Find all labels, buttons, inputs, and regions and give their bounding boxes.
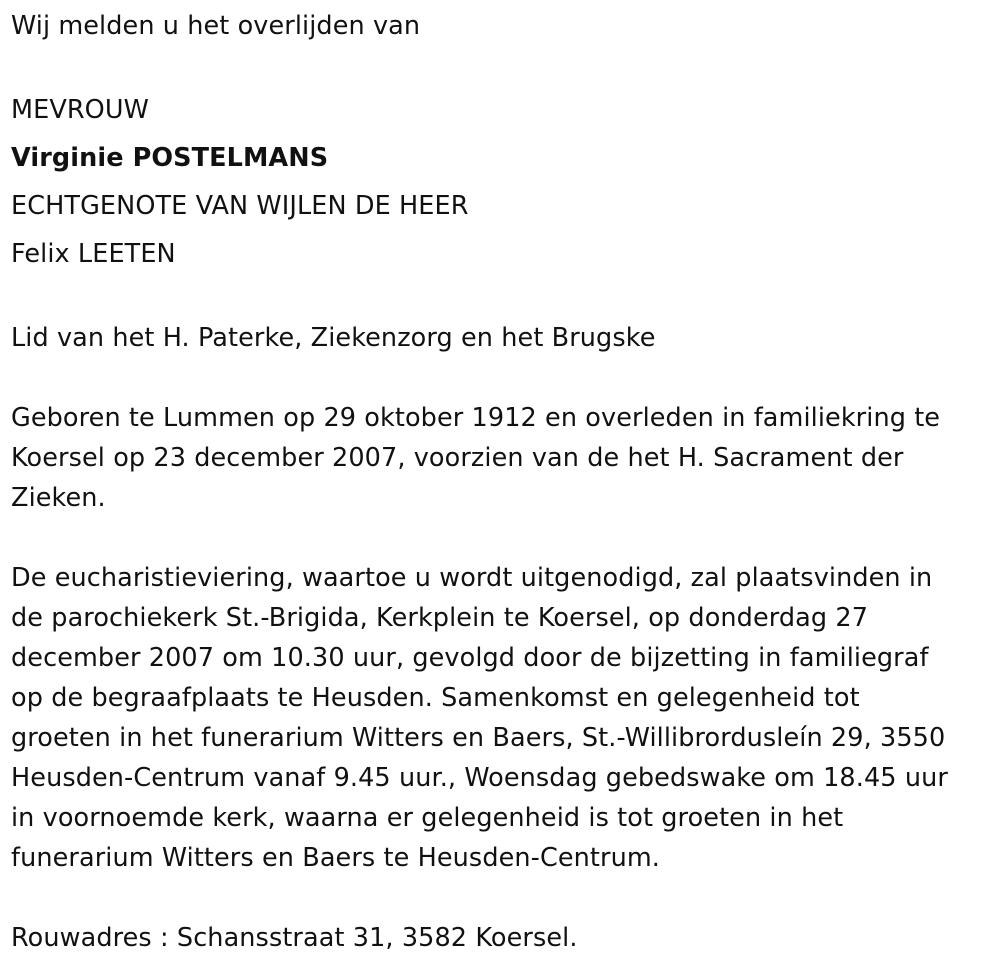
deceased-relation: ECHTGENOTE VAN WIJLEN DE HEER: [11, 191, 469, 221]
spacer: [11, 46, 996, 86]
paragraph-line: december 2007 om 10.30 uur, gevolgd door de bijzetting in familiegraf: [11, 643, 929, 673]
spacer: [11, 278, 996, 318]
paragraph-line: funerarium Witters en Baers te Heusden-Centrum.: [11, 843, 660, 873]
spouse-name: Felix LEETEN: [11, 239, 176, 269]
paragraph-line: Koersel op 23 december 2007, voorzien van de het H. Sacrament der: [11, 443, 904, 473]
spacer: [11, 878, 996, 918]
deceased-title: MEVROUW: [11, 95, 149, 125]
deceased-block: [11, 86, 996, 278]
birth-death-paragraph: [11, 398, 996, 518]
paragraph-line: in voornoemde kerk, waarna er gelegenheid is tot groeten in het: [11, 803, 844, 833]
service-paragraph: [11, 558, 996, 878]
spacer: [11, 518, 996, 558]
deceased-name: Virginie POSTELMANS: [11, 143, 329, 173]
paragraph-line: Geboren te Lummen op 29 oktober 1912 en overleden in familiekring te: [11, 403, 941, 433]
paragraph-line: groeten in het funerarium Witters en Baers, St.-Willibrordusleín 29, 3550: [11, 723, 946, 753]
intro-text: Wij melden u het overlijden van: [11, 11, 421, 41]
paragraph-line: op de begraafplaats te Heusden. Samenkomst en gelegenheid tot: [11, 683, 860, 713]
obituary-notice: [11, 6, 996, 958]
membership-text: Lid van het H. Paterke, Ziekenzorg en het Brugske: [11, 323, 656, 353]
paragraph-line: de parochiekerk St.-Brigida, Kerkplein te Koersel, op donderdag 27: [11, 603, 869, 633]
spacer: [11, 358, 996, 398]
paragraph-line: De eucharistieviering, waartoe u wordt uitgenodigd, zal plaatsvinden in: [11, 563, 933, 593]
paragraph-line: Heusden-Centrum vanaf 9.45 uur., Woensdag gebedswake om 18.45 uur: [11, 763, 948, 793]
mourning-address: Rouwadres : Schansstraat 31, 3582 Koersel.: [11, 923, 578, 953]
paragraph-line: Zieken.: [11, 483, 106, 513]
